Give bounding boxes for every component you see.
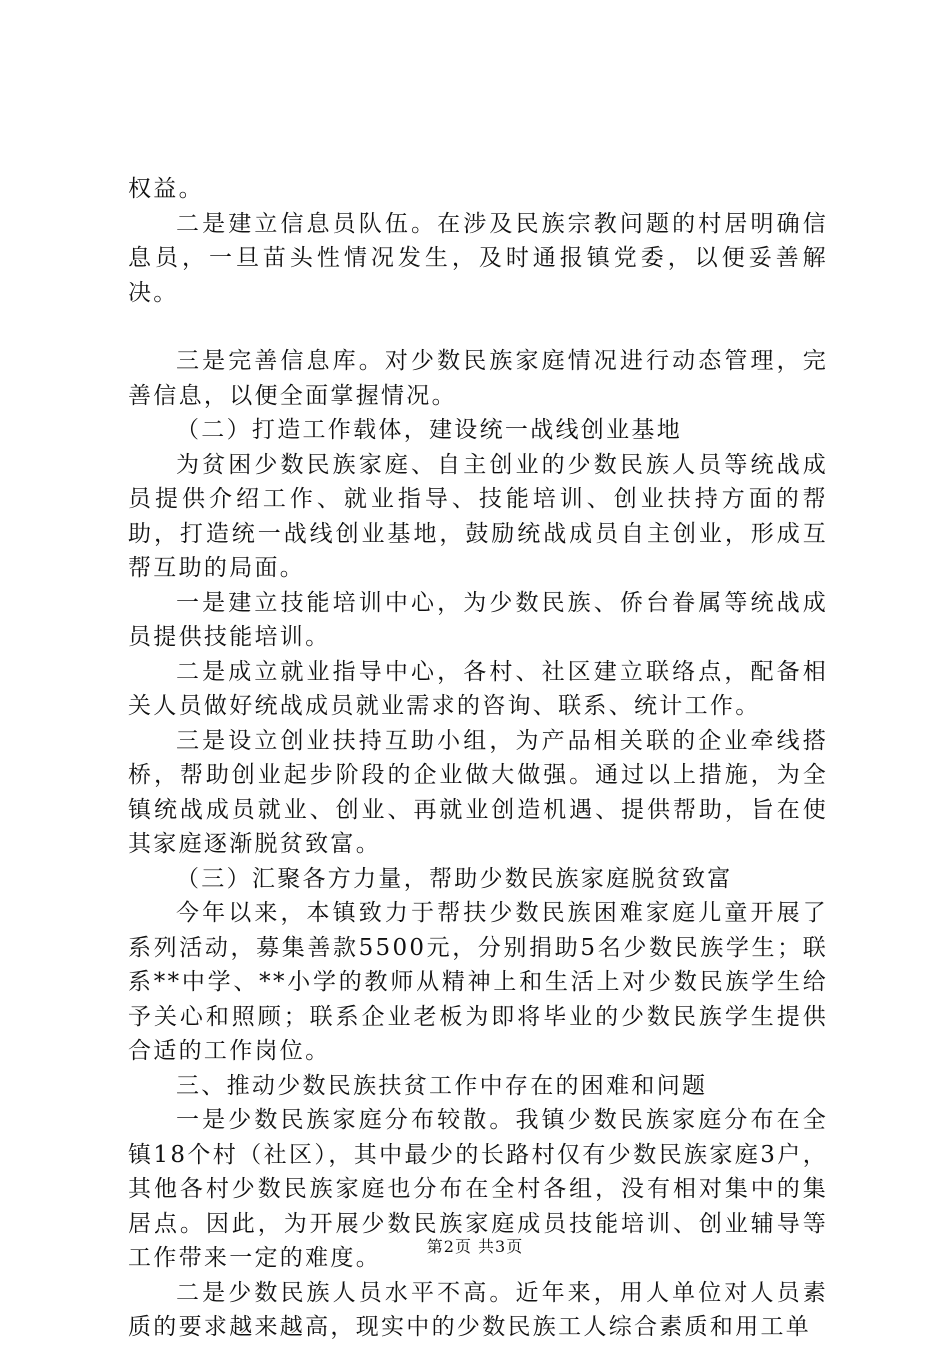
section-heading-pool-resources: （三）汇聚各方力量，帮助少数民族家庭脱贫致富 [176,865,733,892]
paragraph-activities-this-year: 今年以来，本镇致力于帮扶少数民族困难家庭儿童开展了系列活动，募集善款5500元，分别捐助5名少数民族学生；联系**中学、**小学的教师从精神上和生活上对少数民族学生给予关心和照顾；联系企业老板为即将毕业的少数民族学生提供合适的工作岗位。 [128,900,828,1064]
paragraph-entrepreneurship-base: 为贫困少数民族家庭、自主创业的少数民族人员等统战成员提供介绍工作、就业指导、技能培训、创业扶持方面的帮助，打造统一战线创业基地，鼓励统战成员自主创业，形成互帮互助的局面。 [128,451,828,581]
paragraph-information-database: 三是完善信息库。对少数民族家庭情况进行动态管理，完善信息，以便全面掌握情况。 [128,348,828,409]
paragraph-rights-ending: 权益。 [128,176,204,202]
section-heading-difficulties: 三、推动少数民族扶贫工作中存在的困难和问题 [176,1072,708,1099]
paragraph-low-skill-level: 二是少数民族人员水平不高。近年来，用人单位对人员素质的要求越来越高，现实中的少数民族工人综合素质和用工单 [128,1279,828,1340]
paragraph-entrepreneurship-support: 三是设立创业扶持互助小组，为产品相关联的企业牵线搭桥，帮助创业起步阶段的企业做大做强。通过以上措施，为全镇统战成员就业、创业、再就业创造机遇、提供帮助，旨在使其家庭逐渐脱贫致富。 [128,727,828,857]
page-number-footer: 第2页 共3页 [426,1237,524,1256]
paragraph-employment-guidance: 二是成立就业指导中心，各村、社区建立联络点，配备相关人员做好统战成员就业需求的咨询、联系、统计工作。 [128,658,828,719]
paragraph-scattered-distribution: 一是少数民族家庭分布较散。我镇少数民族家庭分布在全镇18个村（社区），其中最少的长路村仅有少数民族家庭3户，其他各村少数民族家庭也分布在全村各组，没有相对集中的集居点。因此，为开展少数民族家庭成员技能培训、创业辅导等工作带来一定的难度。 [128,1107,828,1271]
paragraph-informant-team: 二是建立信息员队伍。在涉及民族宗教问题的村居明确信息员，一旦苗头性情况发生，及时通报镇党委，以便妥善解决。 [128,210,828,306]
section-heading-work-carrier: （二）打造工作载体，建设统一战线创业基地 [176,417,682,443]
document-body [128,172,828,1345]
paragraph-skill-training-center: 一是建立技能培训中心，为少数民族、侨台眷属等统战成员提供技能培训。 [128,589,828,650]
